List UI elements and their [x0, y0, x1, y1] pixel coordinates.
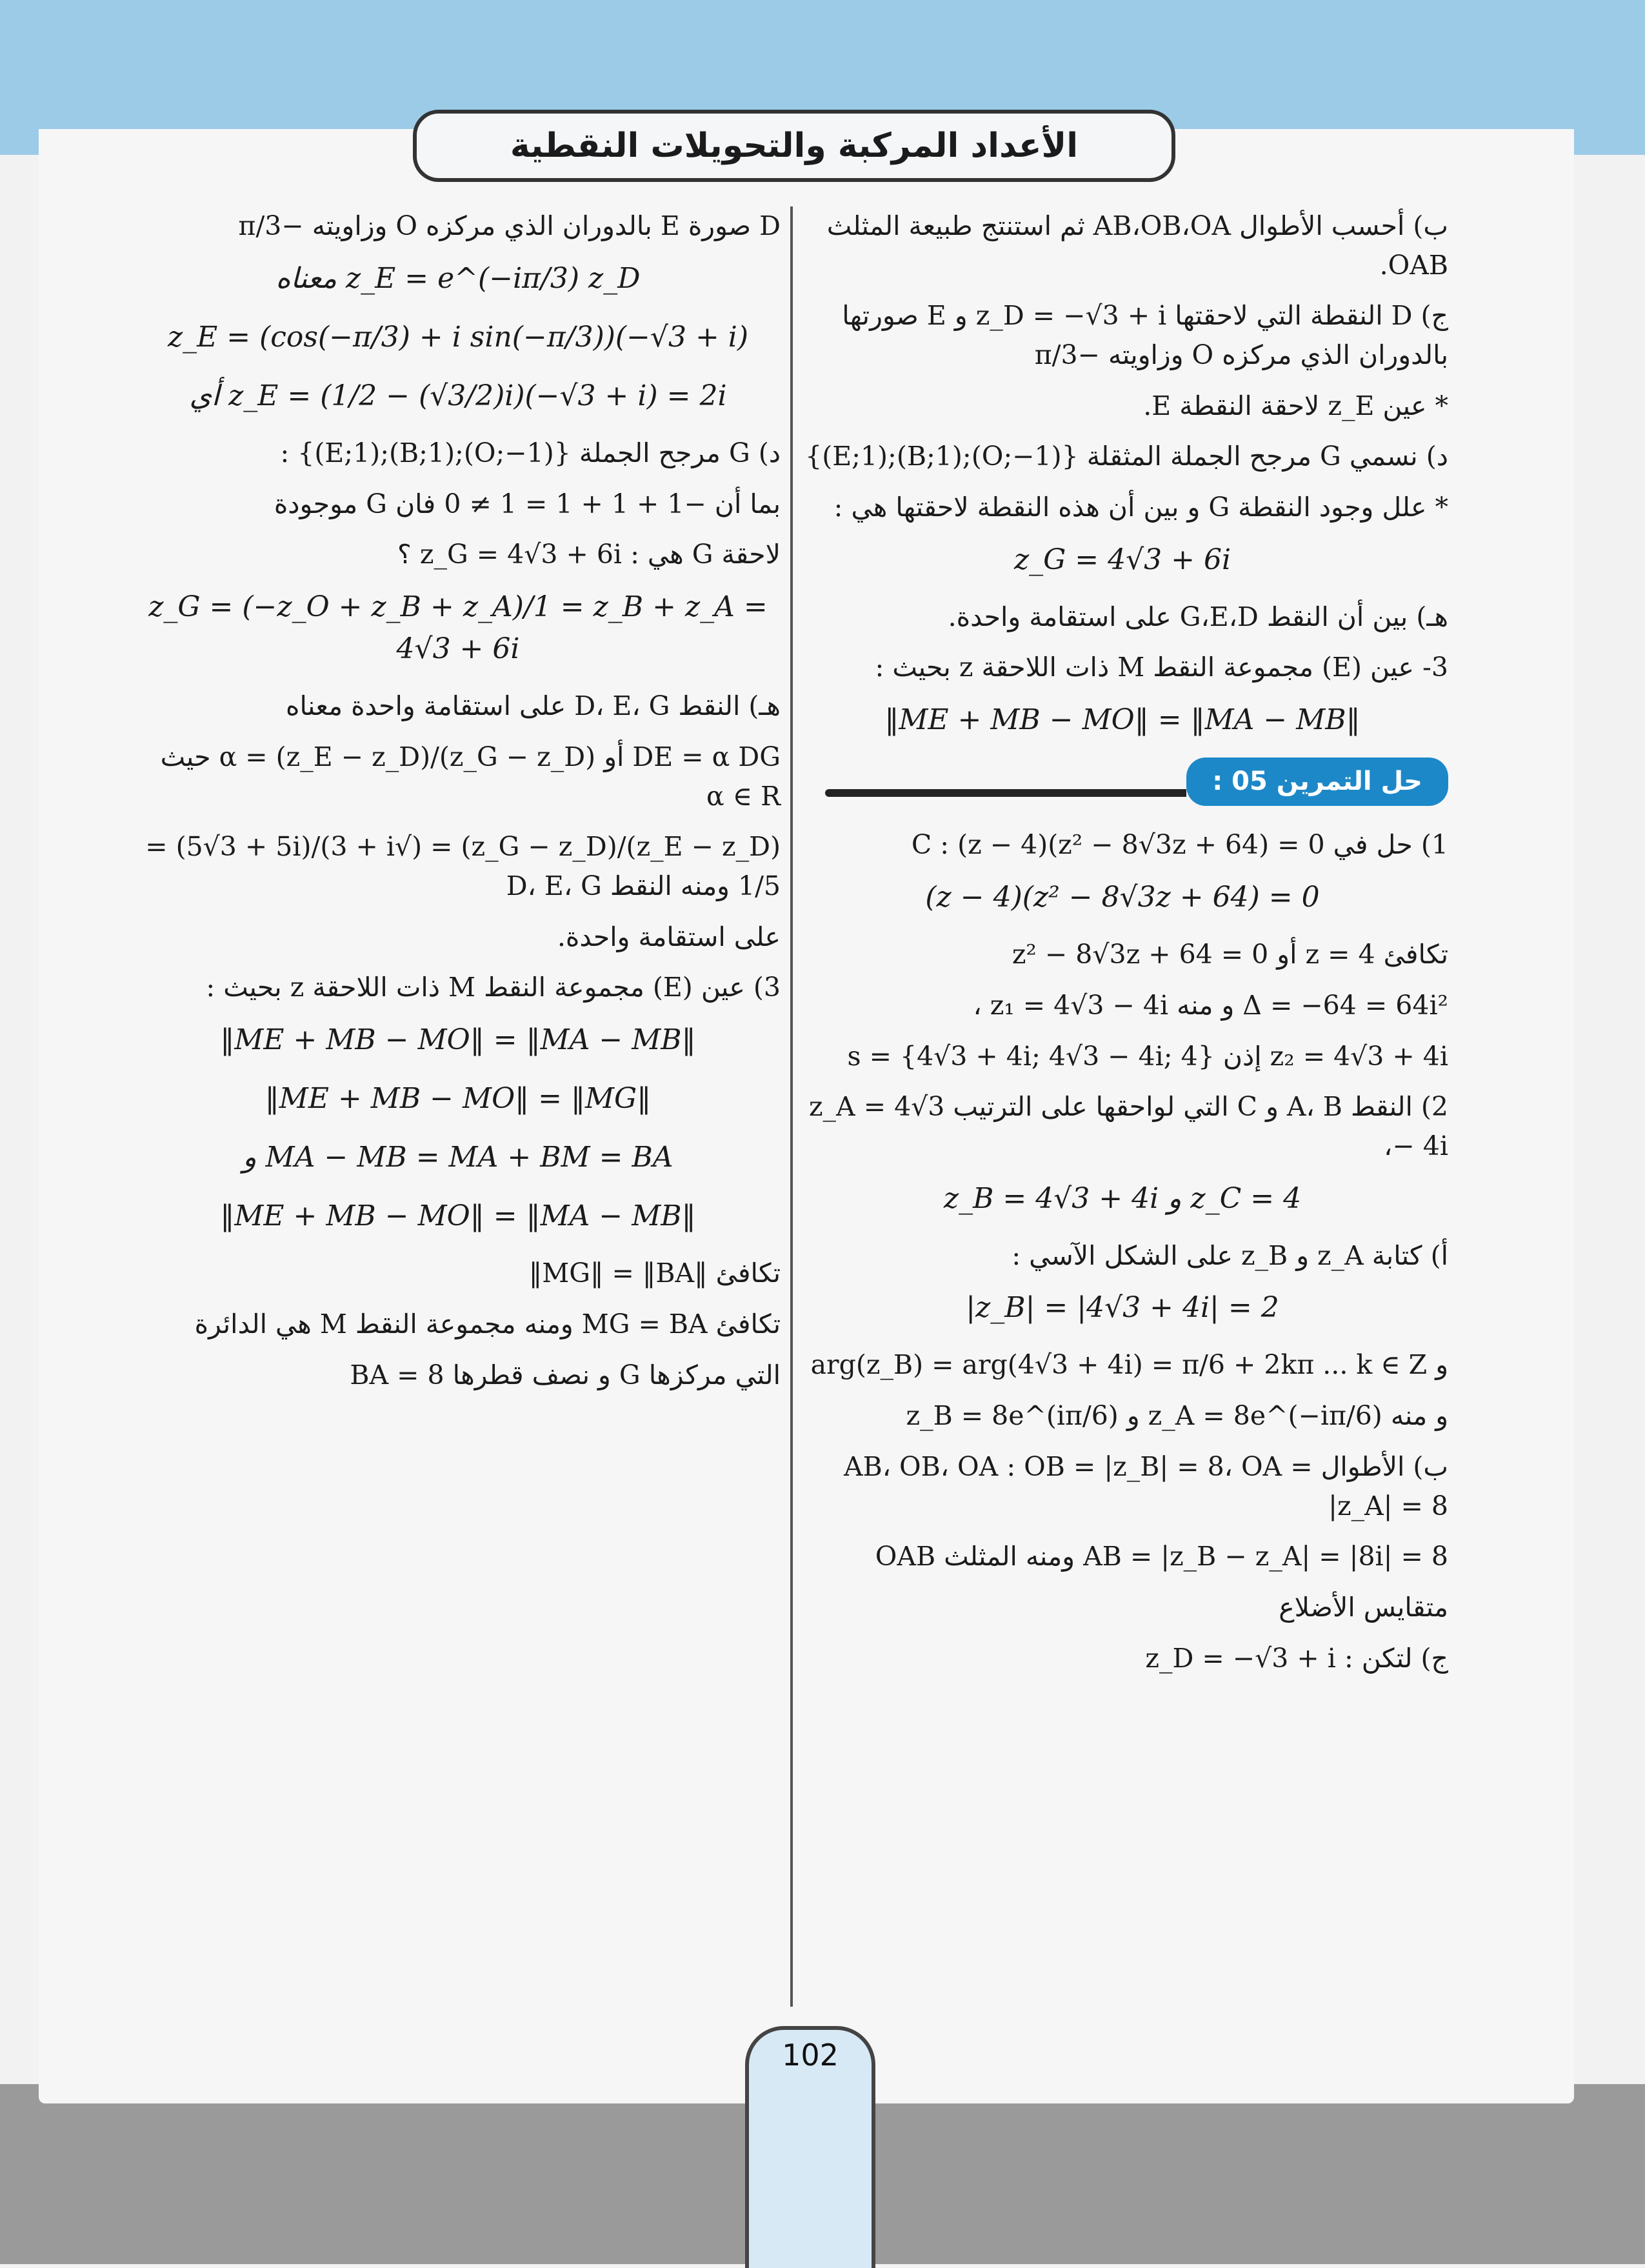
left-line-18: تكافئ MG = BA ومنه مجموعة النقط M هي الدائرة [194, 1309, 781, 1340]
left-line-8: هـ) النقط D، E، G على استقامة واحدة معناه [286, 690, 781, 722]
exercise-rule [825, 789, 1186, 797]
solution-13: متقايس الأضلاع [1279, 1591, 1448, 1623]
task-zE: * عين z_E لاحقة النقطة E. [1143, 390, 1448, 421]
chapter-title [413, 110, 1175, 182]
chapter-title-text: الأعداد المركبة والتحويلات النقطية [510, 126, 1079, 165]
question-d: د) نسمي G مرجح الجملة المثقلة {(O;−1);(B;1);(E;1)} [805, 441, 1448, 472]
equation-vector-norm: ‖ME + MB − MO‖ = ‖MA − MB‖ [884, 703, 1361, 737]
question-b: ب) أحسب الأطوال AB،OB،OA ثم استنتج طبيعة المثلث OAB. [826, 210, 1448, 281]
left-line-0: D صورة E بالدوران الذي مركزه O وزاويته −π/3 [238, 210, 781, 241]
left-line-19: التي مركزها G و نصف قطرها BA = 8 [350, 1359, 781, 1390]
solution-9: و arg(z_B) = arg(4√3 + 4i) = π/6 + 2kπ ... k ∈ Z [810, 1349, 1448, 1381]
left-eq-16: ‖ME + MB − MO‖ = ‖MA − MB‖ [220, 1199, 696, 1233]
left-eq-7: z_G = (−z_O + z_B + z_A)/1 = z_B + z_A = 4√3 + 6i [148, 590, 768, 666]
equation-zG: z_G = 4√3 + 6i [1013, 543, 1231, 576]
left-line-11: على استقامة واحدة. [557, 921, 781, 952]
task-justify-G: * علل وجود النقطة G و بين أن هذه النقطة لاحقتها هي : [833, 492, 1448, 523]
left-eq-14: ‖ME + MB − MO‖ = ‖MG‖ [264, 1082, 652, 1116]
solution-3: Δ = −64 = 64i² و منه z₁ = 4√3 − 4i ، [973, 989, 1448, 1021]
question-e: هـ) بين أن النقط G،E،D على استقامة واحدة. [948, 601, 1448, 632]
page-number: 102 [782, 2038, 839, 2072]
exercise-header [797, 758, 1448, 806]
solution-8: |z_B| = |4√3 + 4i| = 2 [966, 1291, 1279, 1325]
solution-2: تكافئ z = 4 أو z² − 8√3z + 64 = 0 [1012, 939, 1448, 970]
left-line-9: DE = α DG أو α = (z_E − z_D)/(z_G − z_D) حيث α ∈ R [160, 741, 781, 812]
left-eq-15: و MA − MB = MA + BM = BA [243, 1141, 673, 1174]
left-eq-3: أي z_E = (1/2 − (√3/2)i)(−√3 + i) = 2i [189, 379, 727, 412]
solution-6: z_B = 4√3 + 4i و z_C = 4 [943, 1181, 1302, 1215]
left-eq-13: ‖ME + MB − MO‖ = ‖MA − MB‖ [220, 1023, 696, 1056]
left-eq-1: معناه z_E = e^(−iπ/3) z_D [275, 261, 641, 295]
solution-12: AB = |z_B − z_A| = |8i| = 8 ومنه المثلث OAB [875, 1541, 1448, 1572]
solution-equation-1: (z − 4)(z² − 8√3z + 64) = 0 [925, 881, 1320, 914]
left-line-12: 3) عين (E) مجموعة النقط M ذات اللاحقة z بحيث : [206, 972, 781, 1003]
left-eq-2: z_E = (cos(−π/3) + i sin(−π/3))(−√3 + i) [167, 320, 749, 354]
solution-4: z₂ = 4√3 + 4i إذن s = {4√3 + 4i; 4√3 − 4i; 4} [847, 1040, 1448, 1072]
left-line-4: د) G مرجح الجملة {(O;−1);(B;1);(E;1)} : [280, 437, 781, 468]
solution-11: ب) الأطوال AB، OB، OA : OB = |z_B| = 8، OA = |z_A| = 8 [844, 1450, 1448, 1521]
right-column [797, 206, 1448, 1689]
left-line-17: تكافئ ‖MG‖ = ‖BA‖ [528, 1258, 781, 1289]
solution-5: 2) النقط A، B و C التي لواحقها على الترتيب z_A = 4√3 − 4i، [808, 1091, 1448, 1161]
question-3: 3- عين (E) مجموعة النقط M ذات اللاحقة z بحيث : [875, 652, 1448, 683]
solution-1: 1) حل في C : (z − 4)(z² − 8√3z + 64) = 0 [911, 829, 1448, 861]
solution-7: أ) كتابة z_A و z_B على الشكل الآسي : [1012, 1239, 1448, 1271]
left-line-10: (z_E − z_D)/(z_G − z_D) = (√3 + i)/(5√3 + 5i) = 1/5 ومنه النقط D، E، G [145, 831, 781, 901]
left-line-6: لاحقة G هي : z_G = 4√3 + 6i ؟ [397, 539, 781, 570]
question-c: ج) D النقطة التي لاحقتها z_D = −√3 + i و E صورتها بالدوران الذي مركزه O وزاويته −π/3 [842, 300, 1448, 371]
left-column [135, 206, 781, 1406]
left-line-5: بما أن −1 + 1 + 1 = 1 ≠ 0 فان G موجودة [274, 488, 781, 519]
solution-14: ج) لتكن : z_D = −√3 + i [1145, 1642, 1448, 1674]
column-divider [790, 206, 793, 2007]
exercise-badge: حل التمرين 05 : [1186, 758, 1448, 806]
solution-10: و منه z_A = 8e^(−iπ/6) و z_B = 8e^(iπ/6) [906, 1400, 1448, 1432]
